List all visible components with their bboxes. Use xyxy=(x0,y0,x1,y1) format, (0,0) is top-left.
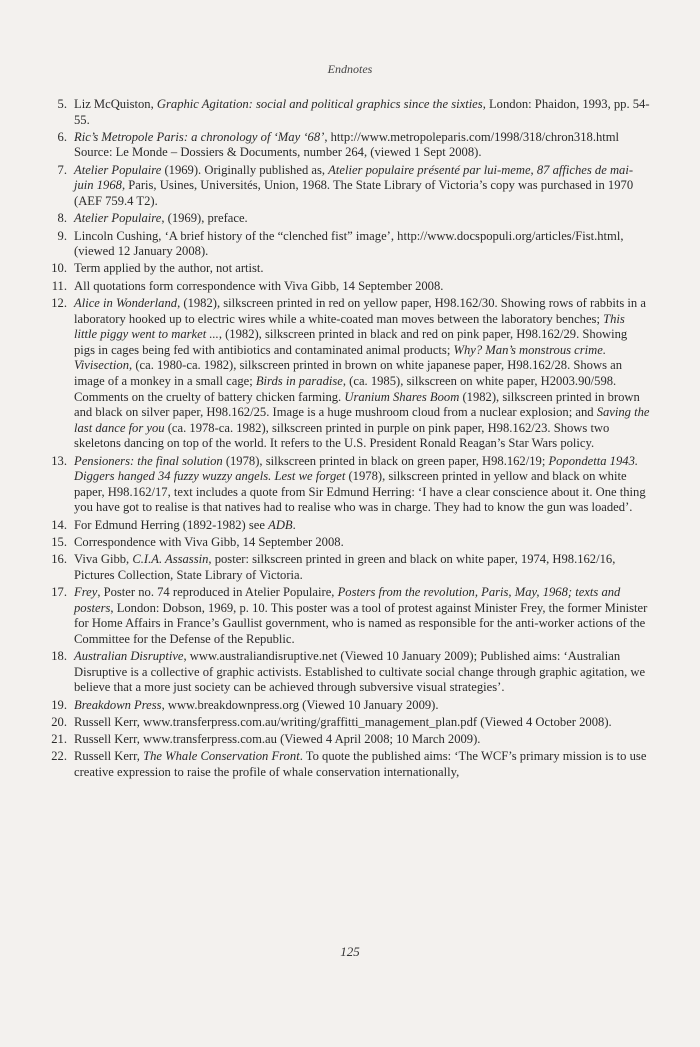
endnote-item xyxy=(44,585,650,647)
endnote-plain-text: , (1982), silkscreen printed in black and red on pink paper, H98.162/29. Showing pigs in cages being fed with antibiotics and contaminated animal products; xyxy=(74,327,628,357)
endnote-text xyxy=(74,296,650,452)
endnote-title-text: Birds in paradise xyxy=(255,373,343,388)
endnote-title-text: Why? Man’s monstrous crime. Vivisection xyxy=(74,342,606,373)
endnote-title-text: Saving the last dance for you xyxy=(74,405,650,435)
endnote-item xyxy=(44,552,650,583)
endnote-plain-text: (ca. 1978-ca. 1982), silkscreen printed in purple on pink paper, H98.162/23. Shows two skeletons dancing on top of the world. It refers to the U.S. President Ronald Reagan’s Star Wars policy. xyxy=(74,420,610,451)
endnote-number: 5. xyxy=(57,97,67,111)
endnote-text xyxy=(74,535,650,551)
endnote-item xyxy=(44,649,650,696)
endnote-text xyxy=(74,130,650,161)
endnote-title-text: This little piggy went to market ... xyxy=(74,311,625,342)
endnote-number: 6. xyxy=(57,129,67,144)
endnote-plain-text: , (1982), silkscreen printed in red on yellow paper, H98.162/30. Showing rows of rabbits in a laboratory hooked up to electric wires while a white-coated man moves between the laboratory benches; xyxy=(74,295,646,326)
endnote-text xyxy=(74,649,650,696)
endnote-number: 16. xyxy=(51,552,67,567)
endnote-item xyxy=(44,130,650,161)
endnote-text xyxy=(74,585,650,647)
endnote-item xyxy=(44,732,650,748)
endnote-number: 7. xyxy=(57,162,67,177)
endnote-number: 15. xyxy=(51,534,67,549)
endnote-item xyxy=(44,229,650,260)
endnote-plain-text: , London: Dobson, 1969, p. 10. This poster was a tool of protest against Minister Frey, the former Minister for Home Affairs in France’s Gaullist government, who is named as responsible for the anti-worker actions of the Committee for the Defense of the Republic. xyxy=(74,600,648,646)
endnote-plain-text: Correspondence with Viva Gibb, 14 September 2008. xyxy=(74,534,344,549)
endnote-plain-text: (1978), silkscreen printed in black on green paper, H98.162/19; xyxy=(222,453,549,468)
endnote-item xyxy=(44,715,650,731)
endnote-plain-text: (1978), silkscreen printed in yellow and black on white paper, H98.162/17, text includes a quote from Sir Edmund Herring: ‘I have a clear conscience about it. One thing you have got to realise is that natives had to realise who was in charge. They had to know the gun was loaded’. xyxy=(74,469,646,515)
endnote-number: 18. xyxy=(51,649,67,664)
endnote-item xyxy=(44,279,650,295)
endnote-text xyxy=(74,698,650,714)
page-number: 125 xyxy=(340,944,360,959)
endnote-item xyxy=(44,749,650,780)
endnote-number: 19. xyxy=(51,697,67,712)
running-header: Endnotes xyxy=(327,62,373,76)
endnote-plain-text: , www.breakdownpress.org (Viewed 10 January 2009). xyxy=(161,697,439,712)
endnote-number: 21. xyxy=(51,732,67,747)
endnote-plain-text: , (1969), preface. xyxy=(161,211,248,226)
endnote-number: 11. xyxy=(51,278,67,293)
endnote-text xyxy=(74,211,650,227)
endnote-number: 10. xyxy=(51,261,67,276)
endnote-plain-text: . xyxy=(292,517,296,532)
endnotes-list xyxy=(44,97,650,782)
endnote-plain-text: For Edmund Herring (1892-1982) see xyxy=(74,517,269,532)
endnote-number: 8. xyxy=(57,211,67,226)
endnote-item xyxy=(44,698,650,714)
endnote-title-text: C.I.A. Assassin xyxy=(132,552,209,567)
endnote-plain-text: (1969). Originally published as, xyxy=(161,162,329,177)
endnote-plain-text: , Paris, Usines, Universités, Union, 1968. The State Library of Victoria’s copy was purchased in 1970 (AEF 759.4 T2). xyxy=(74,178,634,208)
endnote-text xyxy=(74,454,650,516)
endnote-text xyxy=(74,261,650,277)
endnote-text xyxy=(74,732,650,748)
endnote-text xyxy=(74,279,650,295)
endnote-title-text: Pensioners: the final solution xyxy=(74,453,223,468)
endnote-item xyxy=(44,211,650,227)
endnote-plain-text: (1982), silkscreen printed in brown and black on silver paper, H98.162/25. Image is a huge mushroom cloud from a nuclear explosion; and xyxy=(74,389,640,420)
endnote-title-text: Posters from the revolution, Paris, May, 1968; texts and posters xyxy=(74,585,621,615)
endnote-title-text: Atelier Populaire xyxy=(74,211,162,226)
endnote-plain-text: Russell Kerr, xyxy=(74,749,144,764)
endnote-plain-text: All quotations form correspondence with Viva Gibb, 14 September 2008. xyxy=(74,278,444,293)
endnote-plain-text: Term applied by the author, not artist. xyxy=(74,261,264,276)
endnote-title-text: Alice in Wonderland xyxy=(74,295,178,310)
endnote-title-text: Atelier populaire présenté par lui-meme, 87 affiches de mai-juin 1968 xyxy=(74,162,634,193)
endnote-title-text: Uranium Shares Boom xyxy=(344,389,460,404)
endnote-item xyxy=(44,296,650,452)
endnote-text xyxy=(74,229,650,260)
endnote-plain-text: Liz McQuiston, xyxy=(74,97,157,111)
endnote-item xyxy=(44,535,650,551)
endnote-title-text: Australian Disruptive xyxy=(74,649,184,664)
endnote-title-text: Atelier Populaire xyxy=(74,162,162,177)
endnote-text xyxy=(74,518,650,534)
endnote-text xyxy=(74,97,650,128)
endnote-plain-text: , poster: silkscreen printed in green and black on white paper, 1974, H98.162/16, Pictures Collection, State Library of Victoria. xyxy=(74,552,616,582)
endnote-plain-text: , www.australiandisruptive.net (Viewed 10 January 2009); Published aims: ‘Australian Disruptive is a collective of graphic activists. Established to cultivate social change through graphic agitation, we believe that a more just society can be achieved through subversive visual strategies’. xyxy=(74,649,646,695)
endnote-number: 20. xyxy=(51,714,67,729)
endnote-title-text: Frey xyxy=(74,585,98,600)
endnote-text xyxy=(74,552,650,583)
endnote-title-text: Graphic Agitation: social and political graphics since the sixties xyxy=(156,97,483,111)
endnote-item xyxy=(44,454,650,516)
endnote-plain-text: , (ca. 1980-ca. 1982), silkscreen printed in brown on white japanese paper, H98.162/28. Shows an image of a monkey in a small cage; xyxy=(74,358,623,388)
endnote-plain-text: Russell Kerr, www.transferpress.com.au (Viewed 4 April 2008; 10 March 2009). xyxy=(74,732,481,747)
endnote-title-text: Popondetta 1943. Diggers hanged 34 fuzzy wuzzy angels. Lest we forget xyxy=(74,453,639,484)
endnote-number: 13. xyxy=(51,453,67,468)
endnote-title-text: The Whale Conservation Front xyxy=(143,749,300,764)
endnote-item xyxy=(44,163,650,210)
endnote-item xyxy=(44,518,650,534)
endnote-plain-text: . To quote the published aims: ‘The WCF’s primary mission is to use creative expression to raise the profile of whale conservation internationally, xyxy=(74,749,647,780)
endnote-number: 14. xyxy=(51,517,67,532)
endnote-item xyxy=(44,97,650,128)
endnote-number: 9. xyxy=(57,228,67,243)
endnote-plain-text: , London: Phaidon, 1993, pp. 54-55. xyxy=(74,97,650,127)
endnote-text xyxy=(74,163,650,210)
endnote-title-text: Breakdown Press xyxy=(74,697,162,712)
endnote-plain-text: , http://www.metropoleparis.com/1998/318/chron318.html Source: Le Monde – Dossiers & Documents, number 264, (viewed 1 Sept 2008). xyxy=(74,129,620,160)
endnote-number: 17. xyxy=(51,585,67,600)
endnote-text xyxy=(74,749,650,780)
endnote-plain-text: Lincoln Cushing, ‘A brief history of the “clenched fist” image’, http://www.docspopuli.org/articles/Fist.html, (viewed 12 January 2008). xyxy=(74,228,624,259)
endnote-title-text: Ric’s Metropole Paris: a chronology of ‘May ‘68’ xyxy=(74,129,325,144)
endnote-item xyxy=(44,261,650,277)
endnote-number: 12. xyxy=(51,295,67,310)
endnote-text xyxy=(74,715,650,731)
endnote-plain-text: , Poster no. 74 reproduced in Atelier Populaire, xyxy=(97,585,338,600)
endnote-plain-text: , (ca. 1985), silkscreen on white paper, H2003.90/598. Comments on the cruelty of battery chicken farming. xyxy=(74,373,617,404)
endnote-plain-text: Russell Kerr, www.transferpress.com.au/writing/graffitti_management_plan.pdf (Viewed 4 October 2008). xyxy=(74,714,612,729)
endnote-number: 22. xyxy=(51,749,67,764)
endnote-title-text: ADB xyxy=(268,517,293,532)
endnote-plain-text: Viva Gibb, xyxy=(74,552,133,567)
